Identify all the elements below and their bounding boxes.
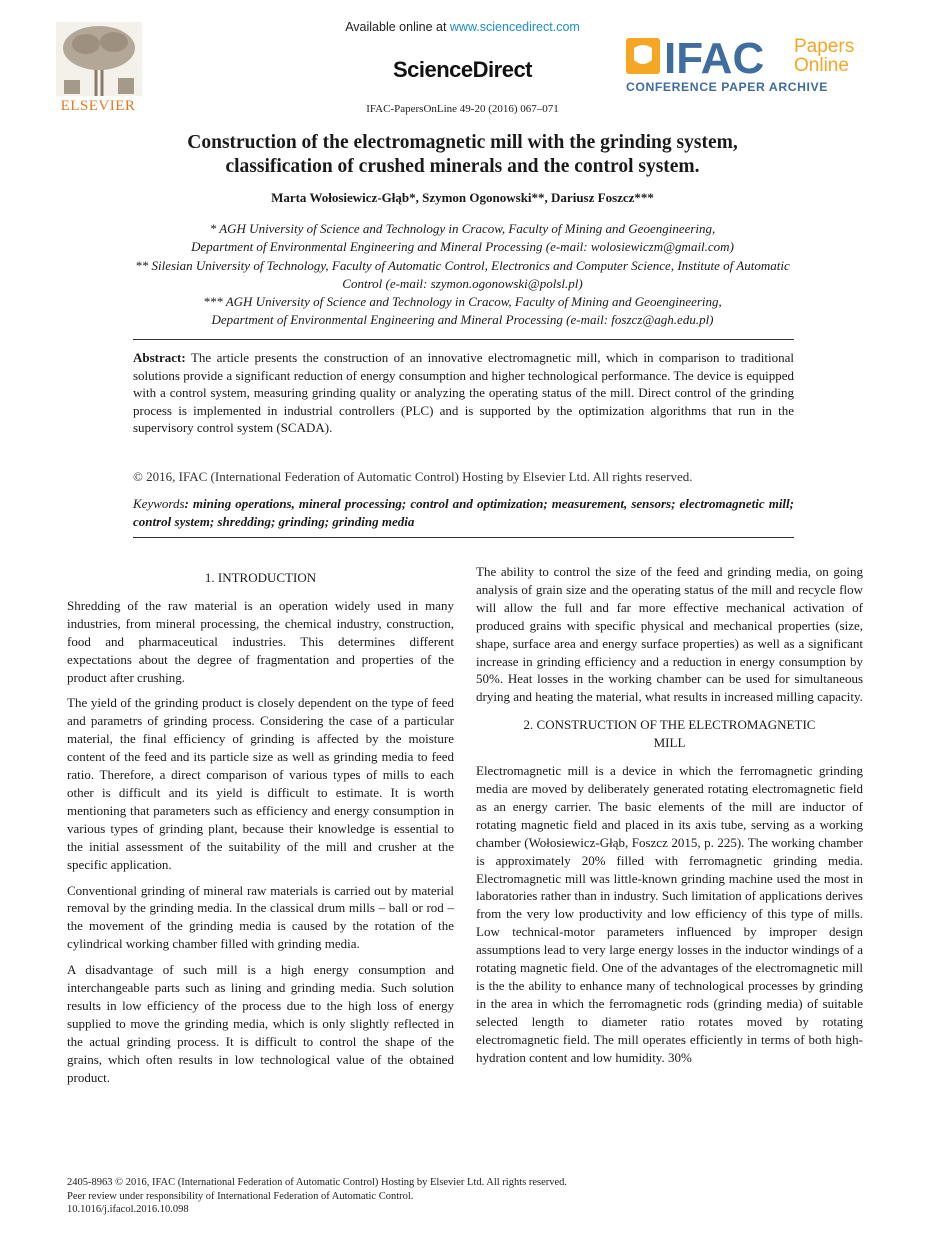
section-heading-construction	[476, 716, 863, 752]
affiliation-line: * AGH University of Science and Technology in Cracow, Faculty of Mining and Geoengineering,	[209, 221, 716, 236]
affiliation-line: *** AGH University of Science and Technology in Cracow, Faculty of Mining and Geoengineering,	[203, 294, 722, 309]
body-paragraph: Conventional grinding of mineral raw materials is carried out by material removal by the grinding media. In the classical drum mills – ball or rod – the movement of the grinding media is caused by the rotation of the cylindrical working chamber filled with grinding media.	[67, 882, 454, 952]
elsevier-wordmark: ELSEVIER	[60, 98, 136, 114]
ifac-online-word: Online	[794, 55, 849, 76]
affiliation-line: ** Silesian University of Technology, Faculty of Automatic Control, Electronics and Computer Science, Institute of Automatic	[135, 258, 790, 273]
journal-reference: IFAC-PapersOnLine 49-20 (2016) 067–071	[366, 103, 559, 115]
affiliation-line: Control (e-mail: szymon.ogonowski@polsl.pl)	[342, 276, 583, 291]
keywords-text: : mining operations, mineral processing; control and optimization; measurement, sensors; electromagnetic mill; control system; shredding; grinding; grinding media	[133, 496, 794, 529]
heading-line-2: MILL	[653, 735, 686, 751]
footer-issn-line: 2405-8963 © 2016, IFAC (International Federation of Automatic Control) Hosting by Elsevier Ltd. All rights reserved.	[67, 1177, 568, 1188]
body-paragraph: Shredding of the raw material is an operation widely used in many industries, from mineral processing, the chemical industry, construction, food and pharmaceutical industries. This determines different expectations about the degree of fragmentation and properties of the product after crushing.	[67, 597, 454, 685]
keywords	[133, 495, 794, 530]
footer-peer-review-line: Peer review under responsibility of International Federation of Automatic Control.	[67, 1190, 414, 1202]
ifac-subtitle: CONFERENCE PAPER ARCHIVE	[626, 80, 828, 94]
right-column	[476, 563, 863, 1074]
body-paragraph: A disadvantage of such mill is a high energy consumption and interchangeable parts such as lining and grinding media. Such solution results in low efficiency of the process due to the high loss of energy supplied to move the grinding media, which is only slightly reflected in the actual grinding process. It is difficult to control the shape of the grains, which often results in low technological value of the obtained product.	[67, 962, 454, 1085]
affiliation-line: Department of Environmental Engineering and Mineral Processing (e-mail: foszcz@agh.edu.pl)	[211, 312, 714, 327]
available-prefix: Available online at	[345, 20, 447, 34]
abstract-copyright: © 2016, IFAC (International Federation of Automatic Control) Hosting by Elsevier Ltd. All rights reserved.	[133, 469, 693, 484]
left-column	[67, 569, 454, 1094]
section-heading-introduction: 1. INTRODUCTION	[204, 570, 317, 585]
abstract-text: The article presents the construction of an innovative electromagnetic mill, which in comparison to traditional solutions provide a significant reduction of energy consumption and higher technological performance. The device is equipped with a control system, measuring grinding quality or analyzing the operating status of the mill. Direct control of the grinding process is implemented in industrial controllers (PLC) and is supported by the optimization algorithms that run in the supervisory control system (SCADA).	[133, 350, 794, 435]
footer-doi[interactable]: 10.1016/j.ifacol.2016.10.098	[67, 1204, 189, 1215]
abstract	[133, 349, 794, 437]
abstract-label: Abstract:	[133, 350, 186, 365]
ifac-word: IFAC	[664, 34, 765, 83]
affiliation-line: Department of Environmental Engineering and Mineral Processing (e-mail: wolosiewiczm@gmail.com)	[191, 239, 734, 254]
article-title	[70, 131, 855, 179]
body-paragraph: The ability to control the size of the feed and grinding media, on going analysis of grain size and the operating status of the mill and recycle flow will allow the full and far more effective mechanical activation of produced grains with specific physical and mechanical properties (size, shape, surface area and energy surface properties) as well as a significant increase in grinding efficiency and a reduction in energy consumption by 50%. Heat losses in the working chamber can be used for simultaneous drying and heating the material, what results in increased milling capacity.	[476, 564, 863, 705]
sciencedirect-link[interactable]: www.sciencedirect.com	[449, 20, 580, 34]
title-line-1: Construction of the electromagnetic mill with the grinding system,	[187, 132, 738, 153]
abstract-bottom-rule	[133, 537, 794, 538]
ifac-papers-word: Papers	[794, 36, 855, 57]
abstract-top-rule	[133, 339, 794, 340]
body-paragraph: The yield of the grinding product is closely dependent on the type of feed and parametrs of grinding process. Considering the case of a particular material, the final efficiency of grinding is affected by the moisture content of the feed and its particle size as well as grinding media to feed ratio. Therefore, a direct comparison of various types of mills to each other is difficult and its yield is difficult to estimate. It is worth mentioning that parameters such as efficiency and energy consumption in various types of grinding plant, because their knowledge is essential to the initial assessment of the suitability of the mill and crusher at the specific application.	[67, 695, 454, 872]
body-paragraph: Electromagnetic mill is a device in which the ferromagnetic grinding media are moved by deliberately generated rotating electromagnetic field as an energy carrier. The basic elements of the mill are inductor of rotating magnetic field and placed in its axis tube, serving as a working chamber (Wołosiewicz-Głąb, Foszcz 2015, p. 225). The working chamber is approximately 20% filled with ferromagnetic grinding media. Electromagnetic mill was little-known grinding machine used the most in laboratories rather than in industry. Such limitation of applications derives from the very low productivity and low efficiency of this type of mills. Low technical-motor parameters influenced by improper design assumptions lead to very large energy losses in the inductor windings of a rotating magnetic field. One of the advantages of the electromagnetic mill is the the ability to enhance many of technological processes by grinding in the area in which the ferromagnetic rods (grinding media) of suitable selected length to diameter ratio rotates moved by rotating electromagnetic field. The mill operates efficiently in terms of both high-hydration content and low humidity. 30%	[476, 763, 863, 1065]
keywords-label: Keywords	[133, 496, 185, 511]
heading-line-1: 2. CONSTRUCTION OF THE ELECTROMAGNETIC	[523, 717, 816, 733]
page-footer	[67, 1176, 867, 1217]
title-line-2: classification of crushed minerals and the control system.	[225, 156, 700, 177]
sciencedirect-brand: ScienceDirect	[392, 57, 533, 82]
article-authors: Marta Wołosiewicz-Głąb*, Szymon Ogonowski**, Dariusz Foszcz***	[271, 190, 654, 205]
